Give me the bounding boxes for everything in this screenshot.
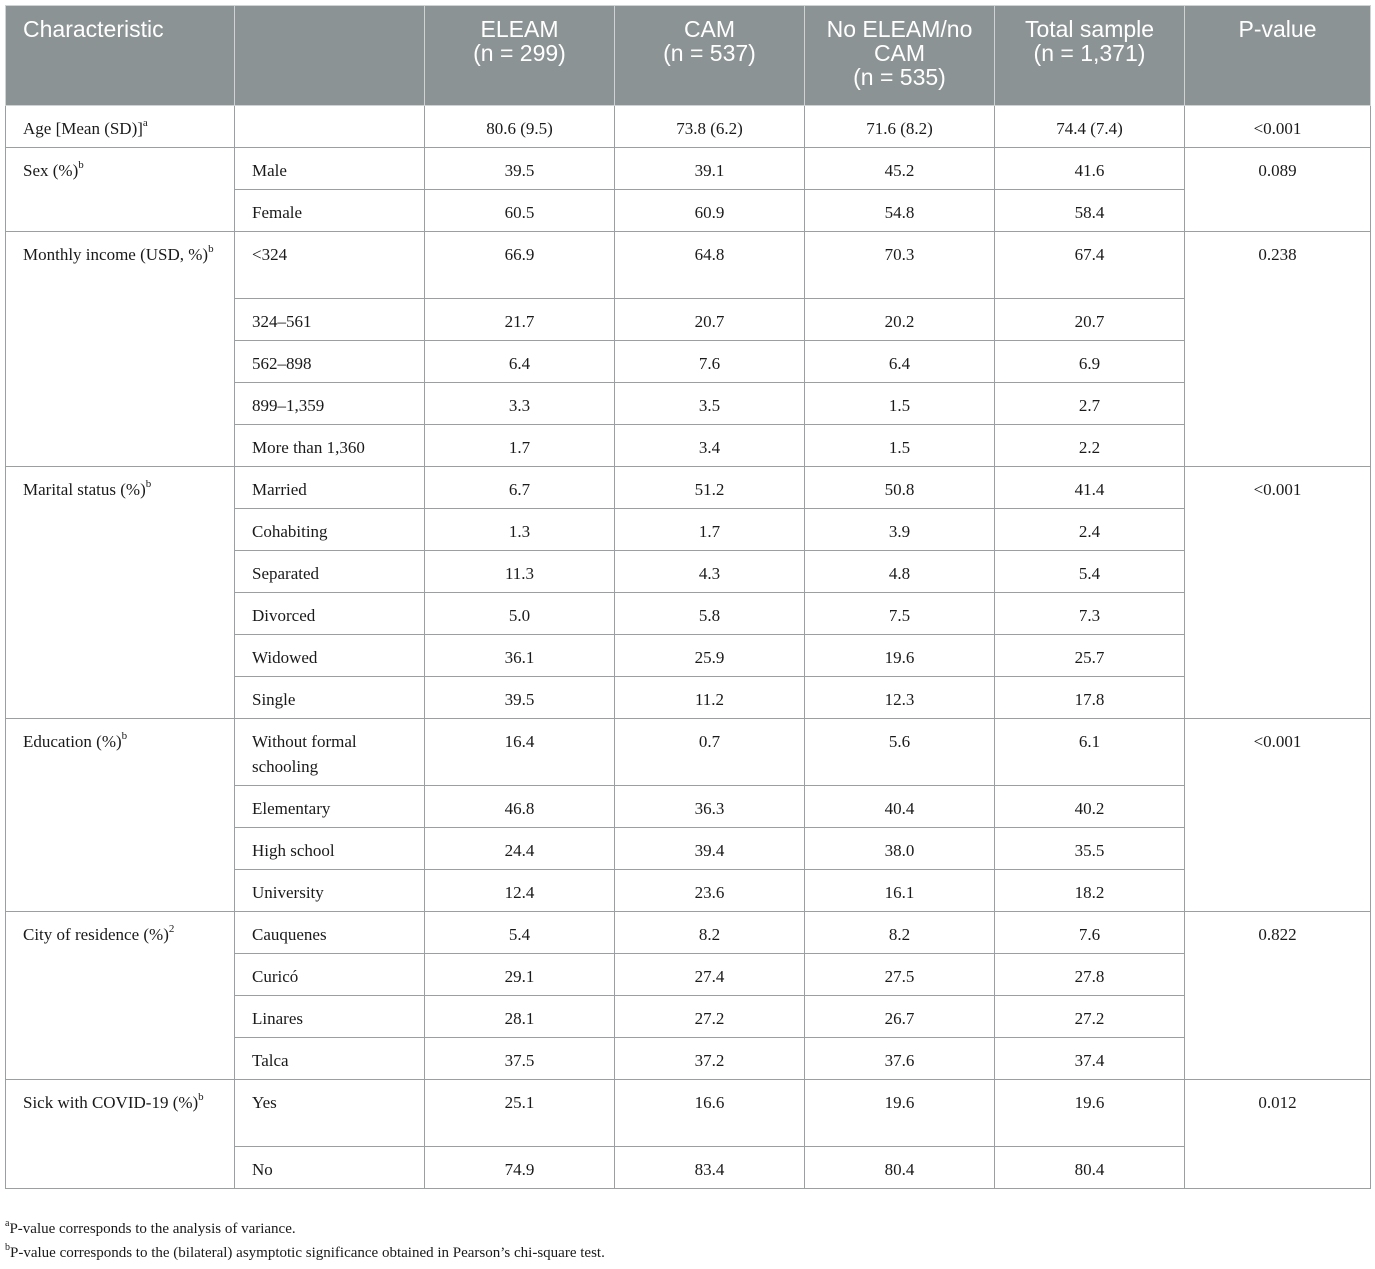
- table-cell: 16.1: [805, 870, 995, 912]
- table-cell: 5.6: [805, 719, 995, 786]
- table-cell: 5.8: [615, 593, 805, 635]
- table-cell: 7.3: [995, 593, 1185, 635]
- table-cell: 5.4: [425, 912, 615, 954]
- table-cell: 25.9: [615, 635, 805, 677]
- table-cell: 27.8: [995, 954, 1185, 996]
- table-cell: 64.8: [615, 232, 805, 299]
- row-sub-label: Talca: [235, 1038, 425, 1080]
- pvalue-cell: 0.238: [1185, 232, 1371, 467]
- header-subgroup: [235, 6, 425, 106]
- table-cell: 73.8 (6.2): [615, 106, 805, 148]
- table-cell: 39.4: [615, 828, 805, 870]
- row-sub-label: Linares: [235, 996, 425, 1038]
- header-characteristic: Characteristic: [6, 6, 235, 106]
- header-cam-name: CAM: [683, 16, 736, 42]
- table-cell: 39.1: [615, 148, 805, 190]
- pvalue-cell: 0.012: [1185, 1080, 1371, 1189]
- table-cell: 80.4: [995, 1147, 1185, 1189]
- header-pvalue: P-value: [1185, 6, 1371, 106]
- table-cell: 70.3: [805, 232, 995, 299]
- table-cell: 11.2: [615, 677, 805, 719]
- table-cell: 50.8: [805, 467, 995, 509]
- pvalue-cell: <0.001: [1185, 106, 1371, 148]
- row-sub-empty: [235, 106, 425, 148]
- row-label-sex: Sex (%)$^b$: [6, 148, 235, 232]
- table-cell: 11.3: [425, 551, 615, 593]
- table-cell: 24.4: [425, 828, 615, 870]
- table-cell: 8.2: [805, 912, 995, 954]
- table-cell: 36.3: [615, 786, 805, 828]
- table-cell: 39.5: [425, 148, 615, 190]
- header-cam: [615, 6, 805, 106]
- table-cell: 1.7: [425, 425, 615, 467]
- table-cell: 25.1: [425, 1080, 615, 1147]
- table-cell: 3.5: [615, 383, 805, 425]
- row-sub-label: Cohabiting: [235, 509, 425, 551]
- table-cell: 37.4: [995, 1038, 1185, 1080]
- header-eleam-n: (n = 299): [473, 40, 566, 66]
- table-cell: 1.7: [615, 509, 805, 551]
- row-label-income: Monthly income (USD, %)$^b$: [6, 232, 235, 467]
- table-cell: 20.2: [805, 299, 995, 341]
- pvalue-cell: <0.001: [1185, 467, 1371, 719]
- table-cell: 45.2: [805, 148, 995, 190]
- header-no-eleam-name: No ELEAM/no CAM: [826, 16, 973, 66]
- table-cell: 7.6: [615, 341, 805, 383]
- table-cell: 58.4: [995, 190, 1185, 232]
- table-cell: 66.9: [425, 232, 615, 299]
- header-total-name: Total sample: [1024, 16, 1155, 42]
- table-cell: 2.7: [995, 383, 1185, 425]
- row-sub-label: Without formal schooling: [235, 719, 425, 786]
- row-sub-label: Separated: [235, 551, 425, 593]
- row-sub-label: Widowed: [235, 635, 425, 677]
- table-cell: 27.2: [995, 996, 1185, 1038]
- table-cell: 7.5: [805, 593, 995, 635]
- table-cell: 35.5: [995, 828, 1185, 870]
- table-cell: 6.4: [425, 341, 615, 383]
- table-cell: 8.2: [615, 912, 805, 954]
- header-no-eleam-n: (n = 535): [853, 64, 946, 90]
- row-sub-label: 899–1,359: [235, 383, 425, 425]
- table-cell: 4.3: [615, 551, 805, 593]
- row-sub-label: Cauquenes: [235, 912, 425, 954]
- row-sub-label: <324: [235, 232, 425, 299]
- table-cell: 0.7: [615, 719, 805, 786]
- header-no-eleam-no-cam: [805, 6, 995, 106]
- table-cell: 17.8: [995, 677, 1185, 719]
- table-cell: 27.5: [805, 954, 995, 996]
- row-sub-label: Female: [235, 190, 425, 232]
- table-cell: 83.4: [615, 1147, 805, 1189]
- table-cell: 4.8: [805, 551, 995, 593]
- table-cell: 51.2: [615, 467, 805, 509]
- row-sub-label: 562–898: [235, 341, 425, 383]
- table-cell: 37.2: [615, 1038, 805, 1080]
- table-cell: 3.3: [425, 383, 615, 425]
- table-cell: 74.9: [425, 1147, 615, 1189]
- table-cell: 80.4: [805, 1147, 995, 1189]
- pvalue-cell: 0.089: [1185, 148, 1371, 232]
- table-cell: 41.4: [995, 467, 1185, 509]
- footnote-b: $^b$P-value corresponds to the (bilateral) asymptotic significance obtained in Pearson’s chi-square test.: [5, 1242, 605, 1261]
- row-label-age: Age [Mean (SD)]$^a$: [6, 106, 235, 148]
- table-cell: 36.1: [425, 635, 615, 677]
- row-sub-label: Elementary: [235, 786, 425, 828]
- table-row: [6, 1080, 1371, 1147]
- table-cell: 67.4: [995, 232, 1185, 299]
- characteristics-table: [5, 5, 1371, 1189]
- table-cell: 60.5: [425, 190, 615, 232]
- table-cell: 74.4 (7.4): [995, 106, 1185, 148]
- row-label-marital: Marital status (%)$^b$: [6, 467, 235, 719]
- table-cell: 16.4: [425, 719, 615, 786]
- pvalue-cell: <0.001: [1185, 719, 1371, 912]
- table-cell: 6.4: [805, 341, 995, 383]
- table-cell: 54.8: [805, 190, 995, 232]
- header-total-sample: [995, 6, 1185, 106]
- table-cell: 6.1: [995, 719, 1185, 786]
- row-sub-label: Male: [235, 148, 425, 190]
- table-cell: 2.4: [995, 509, 1185, 551]
- table-cell: 37.5: [425, 1038, 615, 1080]
- table-cell: 25.7: [995, 635, 1185, 677]
- row-sub-label: Yes: [235, 1080, 425, 1147]
- table-cell: 71.6 (8.2): [805, 106, 995, 148]
- row-label-city: City of residence (%)$^2$: [6, 912, 235, 1080]
- table-cell: 2.2: [995, 425, 1185, 467]
- row-sub-label: Curicó: [235, 954, 425, 996]
- table-cell: 23.6: [615, 870, 805, 912]
- pvalue-cell: 0.822: [1185, 912, 1371, 1080]
- row-sub-label: High school: [235, 828, 425, 870]
- header-eleam: [425, 6, 615, 106]
- row-sub-label: Single: [235, 677, 425, 719]
- table-cell: 1.3: [425, 509, 615, 551]
- header-row: [6, 6, 1371, 106]
- header-total-n: (n = 1,371): [1033, 40, 1146, 66]
- table-cell: 12.4: [425, 870, 615, 912]
- table-cell: 6.7: [425, 467, 615, 509]
- table-row: [6, 106, 1371, 148]
- table-cell: 19.6: [995, 1080, 1185, 1147]
- table-row: [6, 467, 1371, 509]
- table-cell: 39.5: [425, 677, 615, 719]
- table-cell: 6.9: [995, 341, 1185, 383]
- row-sub-label: More than 1,360: [235, 425, 425, 467]
- table-cell: 20.7: [995, 299, 1185, 341]
- row-label-education: Education (%)$^b$: [6, 719, 235, 912]
- table-row: [6, 148, 1371, 190]
- table-cell: 20.7: [615, 299, 805, 341]
- table-cell: 37.6: [805, 1038, 995, 1080]
- table-cell: 3.4: [615, 425, 805, 467]
- table-cell: 19.6: [805, 635, 995, 677]
- table-cell: 41.6: [995, 148, 1185, 190]
- table-cell: 40.4: [805, 786, 995, 828]
- table-cell: 40.2: [995, 786, 1185, 828]
- table-cell: 38.0: [805, 828, 995, 870]
- table-row: [6, 912, 1371, 954]
- row-label-covid: Sick with COVID-19 (%)$^b$: [6, 1080, 235, 1189]
- table-cell: 80.6 (9.5): [425, 106, 615, 148]
- table-cell: 60.9: [615, 190, 805, 232]
- table-cell: 26.7: [805, 996, 995, 1038]
- table-cell: 7.6: [995, 912, 1185, 954]
- table-cell: 5.4: [995, 551, 1185, 593]
- footnote-a: $^a$P-value corresponds to the analysis of variance.: [5, 1218, 296, 1237]
- table-cell: 19.6: [805, 1080, 995, 1147]
- row-sub-label: No: [235, 1147, 425, 1189]
- header-eleam-name: ELEAM: [480, 16, 559, 42]
- table-cell: 16.6: [615, 1080, 805, 1147]
- table-cell: 21.7: [425, 299, 615, 341]
- table-cell: 27.2: [615, 996, 805, 1038]
- table-cell: 18.2: [995, 870, 1185, 912]
- row-sub-label: Married: [235, 467, 425, 509]
- table-cell: 5.0: [425, 593, 615, 635]
- table-cell: 46.8: [425, 786, 615, 828]
- header-cam-n: (n = 537): [663, 40, 756, 66]
- table-cell: 28.1: [425, 996, 615, 1038]
- table-row: [6, 232, 1371, 299]
- table-cell: 1.5: [805, 383, 995, 425]
- row-sub-label: 324–561: [235, 299, 425, 341]
- table-row: [6, 719, 1371, 786]
- table-cell: 1.5: [805, 425, 995, 467]
- table-cell: 12.3: [805, 677, 995, 719]
- row-sub-label: University: [235, 870, 425, 912]
- table-cell: 3.9: [805, 509, 995, 551]
- table-cell: 27.4: [615, 954, 805, 996]
- row-sub-label: Divorced: [235, 593, 425, 635]
- table-cell: 29.1: [425, 954, 615, 996]
